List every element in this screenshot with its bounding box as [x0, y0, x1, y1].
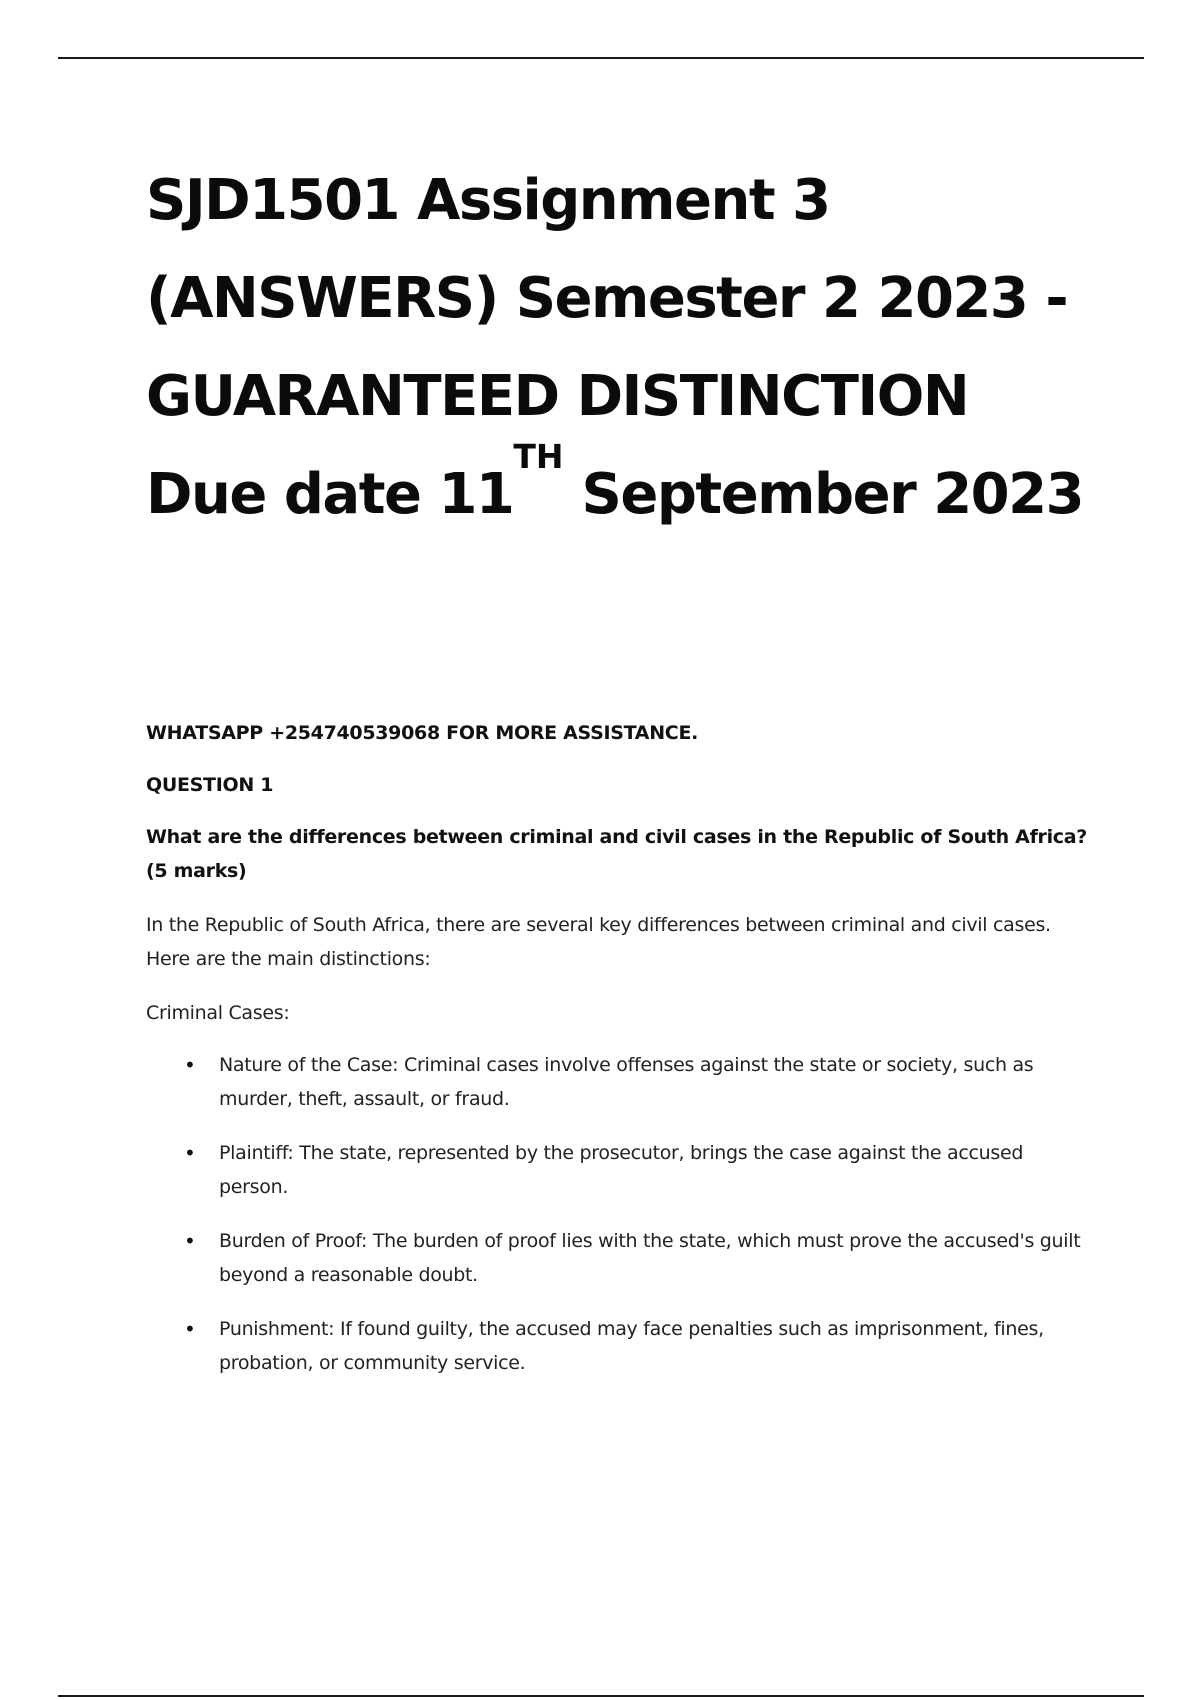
due-date-suffix: September 2023 [563, 462, 1084, 527]
due-date-superscript: TH [513, 437, 564, 476]
bullet-icon: • [184, 1229, 196, 1253]
list-item [146, 1312, 1096, 1380]
question-text: What are the differences between criminal and civil cases in the Republic of South Africa? (5 marks) [146, 826, 1088, 882]
list-item [146, 1136, 1096, 1204]
bullet-icon: • [184, 1053, 196, 1077]
list-item [146, 1048, 1096, 1116]
list-item-text: Nature of the Case: Criminal cases involve offenses against the state or society, such as murder, theft, assault, or fraud. [219, 1054, 1034, 1110]
bullet-icon: • [184, 1317, 196, 1341]
title-line-3: GUARANTEED DISTINCTION [146, 364, 969, 429]
title-line-2: (ANSWERS) Semester 2 2023 - [146, 266, 1068, 331]
section-heading-criminal-cases: Criminal Cases: [146, 1002, 290, 1024]
criminal-cases-list [146, 1048, 1096, 1380]
title-line-4 [146, 437, 1146, 544]
list-item-text: Plaintiff: The state, represented by the prosecutor, brings the case against the accused person. [219, 1142, 1024, 1198]
bottom-rule [58, 1695, 1144, 1697]
top-rule [58, 57, 1144, 59]
list-item-text: Burden of Proof: The burden of proof lies with the state, which must prove the accused's guilt beyond a reasonable doubt. [219, 1230, 1081, 1286]
list-item-text: Punishment: If found guilty, the accused may face penalties such as imprisonment, fines, probation, or community service. [219, 1318, 1044, 1374]
list-item [146, 1224, 1096, 1292]
whatsapp-notice: WHATSAPP +254740539068 FOR MORE ASSISTANCE. [146, 722, 699, 744]
intro-paragraph: In the Republic of South Africa, there are several key differences between criminal and civil cases. Here are the main distinctions: [146, 914, 1051, 970]
question-label: QUESTION 1 [146, 774, 274, 796]
document-title [146, 152, 1146, 544]
title-line-1: SJD1501 Assignment 3 [146, 168, 830, 233]
document-body [146, 716, 1096, 1400]
due-date-prefix: Due date 11 [146, 462, 514, 527]
bullet-icon: • [184, 1141, 196, 1165]
